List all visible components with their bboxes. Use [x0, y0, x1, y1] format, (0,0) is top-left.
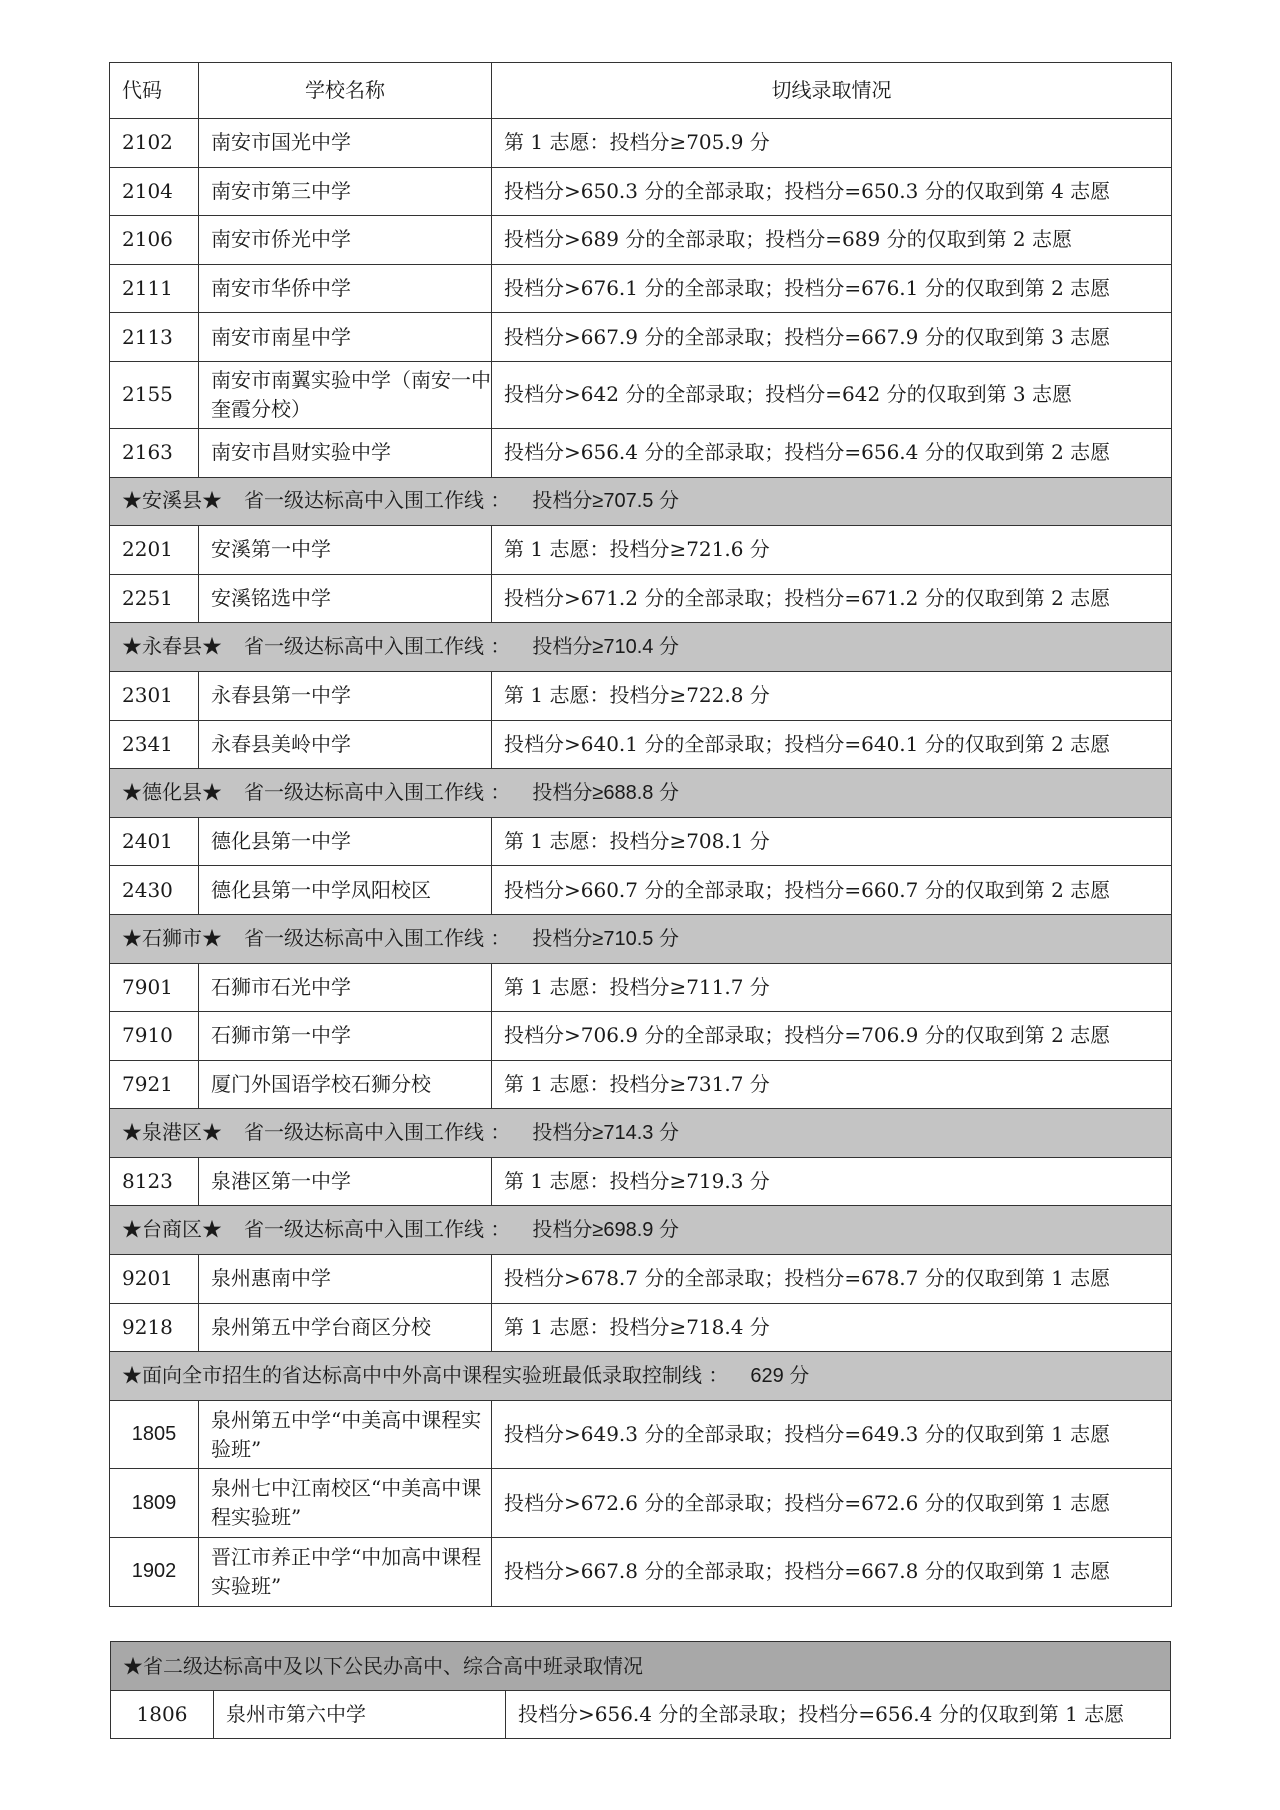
cutoff-status: 投档分>672.6 分的全部录取；投档分=672.6 分的仅取到第 1 志愿 — [492, 1469, 1172, 1538]
section-label: 省一级达标高中入围工作线 ： — [244, 1120, 511, 1145]
cutoff-status: 投档分>656.4 分的全部录取；投档分=656.4 分的仅取到第 2 志愿 — [492, 428, 1172, 477]
section-region: ★德化县★ — [122, 779, 222, 804]
school-code: 7901 — [110, 963, 199, 1012]
cutoff-status: 投档分>671.2 分的全部录取；投档分=671.2 分的仅取到第 2 志愿 — [492, 574, 1172, 623]
cutoff-status: 投档分>689 分的全部录取；投档分=689 分的仅取到第 2 志愿 — [492, 216, 1172, 265]
section-region: ★永春县★ — [122, 634, 222, 659]
school-code: 2430 — [110, 866, 199, 915]
school-name: 厦门外国语学校石狮分校 — [199, 1060, 492, 1109]
cutoff-status: 投档分>649.3 分的全部录取；投档分=649.3 分的仅取到第 1 志愿 — [492, 1400, 1172, 1469]
school-code: 2102 — [110, 119, 199, 168]
school-code: 1805 — [110, 1400, 199, 1469]
school-code: 2341 — [110, 720, 199, 769]
school-code: 1809 — [110, 1469, 199, 1538]
school-code: 2106 — [110, 216, 199, 265]
header-code: 代码 — [110, 63, 199, 119]
school-name: 泉州惠南中学 — [199, 1255, 492, 1304]
school-code: 1902 — [110, 1538, 199, 1607]
school-code: 2111 — [110, 264, 199, 313]
section-label: 省一级达标高中入围工作线 ： — [244, 488, 511, 513]
table-row — [110, 817, 1172, 866]
cutoff-status: 第 1 志愿：投档分≥722.8 分 — [492, 671, 1172, 720]
school-name: 泉州第五中学台商区分校 — [199, 1303, 492, 1352]
school-code: 9201 — [110, 1255, 199, 1304]
school-name: 泉州第五中学“中美高中课程实验班” — [199, 1400, 492, 1469]
school-code: 2155 — [110, 361, 199, 428]
cutoff-status: 投档分>667.8 分的全部录取；投档分=667.8 分的仅取到第 1 志愿 — [492, 1538, 1172, 1607]
section-label: 省一级达标高中入围工作线 ： — [244, 634, 511, 659]
section-header-anxi — [110, 477, 1172, 526]
school-name: 泉州七中江南校区“中美高中课程实验班” — [199, 1469, 492, 1538]
school-name: 南安市昌财实验中学 — [199, 428, 492, 477]
section-header-second-tier — [111, 1642, 1171, 1691]
section-region: ★安溪县★ — [122, 488, 222, 513]
cutoff-status: 投档分>640.1 分的全部录取；投档分=640.1 分的仅取到第 2 志愿 — [492, 720, 1172, 769]
table-row — [110, 720, 1172, 769]
school-code: 2301 — [110, 671, 199, 720]
table-row — [110, 1060, 1172, 1109]
school-name: 南安市第三中学 — [199, 167, 492, 216]
cutoff-status: 第 1 志愿：投档分≥705.9 分 — [492, 119, 1172, 168]
section-region: ★石狮市★ — [122, 925, 222, 950]
cutoff-status: 投档分>642 分的全部录取；投档分=642 分的仅取到第 3 志愿 — [492, 361, 1172, 428]
section-header-experimental-classes — [110, 1352, 1172, 1401]
cutoff-status: 第 1 志愿：投档分≥711.7 分 — [492, 963, 1172, 1012]
section-value: 629 分 — [750, 1365, 810, 1388]
cutoff-status: 投档分>650.3 分的全部录取；投档分=650.3 分的仅取到第 4 志愿 — [492, 167, 1172, 216]
section-region: ★面向全市招生的省达标高中中外高中课程实验班最低录取控制线 ： — [122, 1363, 729, 1388]
school-name: 南安市侨光中学 — [199, 216, 492, 265]
school-code: 7921 — [110, 1060, 199, 1109]
section-header-shishi — [110, 914, 1172, 963]
school-code: 2113 — [110, 313, 199, 362]
table-row — [110, 1157, 1172, 1206]
cutoff-status: 第 1 志愿：投档分≥731.7 分 — [492, 1060, 1172, 1109]
second-table-title: ★省二级达标高中及以下公民办高中、综合高中班录取情况 — [111, 1642, 1171, 1691]
cutoff-status: 投档分>678.7 分的全部录取；投档分=678.7 分的仅取到第 1 志愿 — [492, 1255, 1172, 1304]
table-row — [110, 671, 1172, 720]
table-row — [110, 264, 1172, 313]
table-row — [110, 1255, 1172, 1304]
cutoff-status: 投档分>656.4 分的全部录取；投档分=656.4 分的仅取到第 1 志愿 — [506, 1691, 1171, 1739]
school-name: 安溪铭选中学 — [199, 574, 492, 623]
table-row — [110, 1538, 1172, 1607]
section-header-taishang — [110, 1206, 1172, 1255]
table-row — [110, 216, 1172, 265]
school-code: 1806 — [111, 1691, 214, 1739]
school-name: 泉港区第一中学 — [199, 1157, 492, 1206]
school-code: 2401 — [110, 817, 199, 866]
section-region: ★台商区★ — [122, 1217, 222, 1242]
school-code: 2104 — [110, 167, 199, 216]
section-label: 省一级达标高中入围工作线 ： — [244, 779, 511, 804]
admission-cutoff-table — [109, 62, 1172, 1607]
table-row — [110, 526, 1172, 575]
school-name: 泉州市第六中学 — [214, 1691, 506, 1739]
school-name: 南安市华侨中学 — [199, 264, 492, 313]
section-value: 投档分≥707.5 分 — [532, 490, 679, 513]
table-row — [110, 866, 1172, 915]
table-row — [110, 1469, 1172, 1538]
section-region: ★泉港区★ — [122, 1120, 222, 1145]
table-row — [111, 1691, 1171, 1739]
school-name: 石狮市第一中学 — [199, 1012, 492, 1061]
school-name: 德化县第一中学凤阳校区 — [199, 866, 492, 915]
section-label: 省一级达标高中入围工作线 ： — [244, 1217, 511, 1242]
section-value: 投档分≥710.4 分 — [532, 636, 679, 659]
section-label: 省一级达标高中入围工作线 ： — [244, 925, 511, 950]
header-cutoff-status: 切线录取情况 — [492, 63, 1172, 119]
school-name: 南安市国光中学 — [199, 119, 492, 168]
section-header-yongchun — [110, 623, 1172, 672]
school-code: 2163 — [110, 428, 199, 477]
school-code: 2201 — [110, 526, 199, 575]
school-code: 9218 — [110, 1303, 199, 1352]
school-name: 永春县美岭中学 — [199, 720, 492, 769]
cutoff-status: 投档分>660.7 分的全部录取；投档分=660.7 分的仅取到第 2 志愿 — [492, 866, 1172, 915]
table-row — [110, 1012, 1172, 1061]
cutoff-status: 第 1 志愿：投档分≥708.1 分 — [492, 817, 1172, 866]
school-name: 德化县第一中学 — [199, 817, 492, 866]
cutoff-status: 投档分>676.1 分的全部录取；投档分=676.1 分的仅取到第 2 志愿 — [492, 264, 1172, 313]
section-value: 投档分≥710.5 分 — [532, 927, 679, 950]
table-row — [110, 428, 1172, 477]
cutoff-status: 第 1 志愿：投档分≥719.3 分 — [492, 1157, 1172, 1206]
table-row — [110, 119, 1172, 168]
table-row — [110, 1400, 1172, 1469]
table-header-row — [110, 63, 1172, 119]
cutoff-status: 第 1 志愿：投档分≥718.4 分 — [492, 1303, 1172, 1352]
second-tier-admission-table — [110, 1641, 1171, 1739]
school-name: 石狮市石光中学 — [199, 963, 492, 1012]
school-name: 永春县第一中学 — [199, 671, 492, 720]
table-row — [110, 313, 1172, 362]
section-value: 投档分≥698.9 分 — [532, 1219, 679, 1242]
school-code: 7910 — [110, 1012, 199, 1061]
cutoff-status: 投档分>667.9 分的全部录取；投档分=667.9 分的仅取到第 3 志愿 — [492, 313, 1172, 362]
header-school-name: 学校名称 — [199, 63, 492, 119]
school-code: 8123 — [110, 1157, 199, 1206]
school-name: 南安市南翼实验中学（南安一中奎霞分校） — [199, 361, 492, 428]
school-name: 安溪第一中学 — [199, 526, 492, 575]
table-row — [110, 963, 1172, 1012]
cutoff-status: 投档分>706.9 分的全部录取；投档分=706.9 分的仅取到第 2 志愿 — [492, 1012, 1172, 1061]
school-code: 2251 — [110, 574, 199, 623]
table-row — [110, 167, 1172, 216]
cutoff-status: 第 1 志愿：投档分≥721.6 分 — [492, 526, 1172, 575]
section-value: 投档分≥688.8 分 — [532, 781, 679, 804]
section-header-quangang — [110, 1109, 1172, 1158]
table-row — [110, 1303, 1172, 1352]
school-name: 晋江市养正中学“中加高中课程实验班” — [199, 1538, 492, 1607]
section-header-dehua — [110, 769, 1172, 818]
table-row — [110, 574, 1172, 623]
school-name: 南安市南星中学 — [199, 313, 492, 362]
table-row — [110, 361, 1172, 428]
section-value: 投档分≥714.3 分 — [532, 1122, 679, 1145]
